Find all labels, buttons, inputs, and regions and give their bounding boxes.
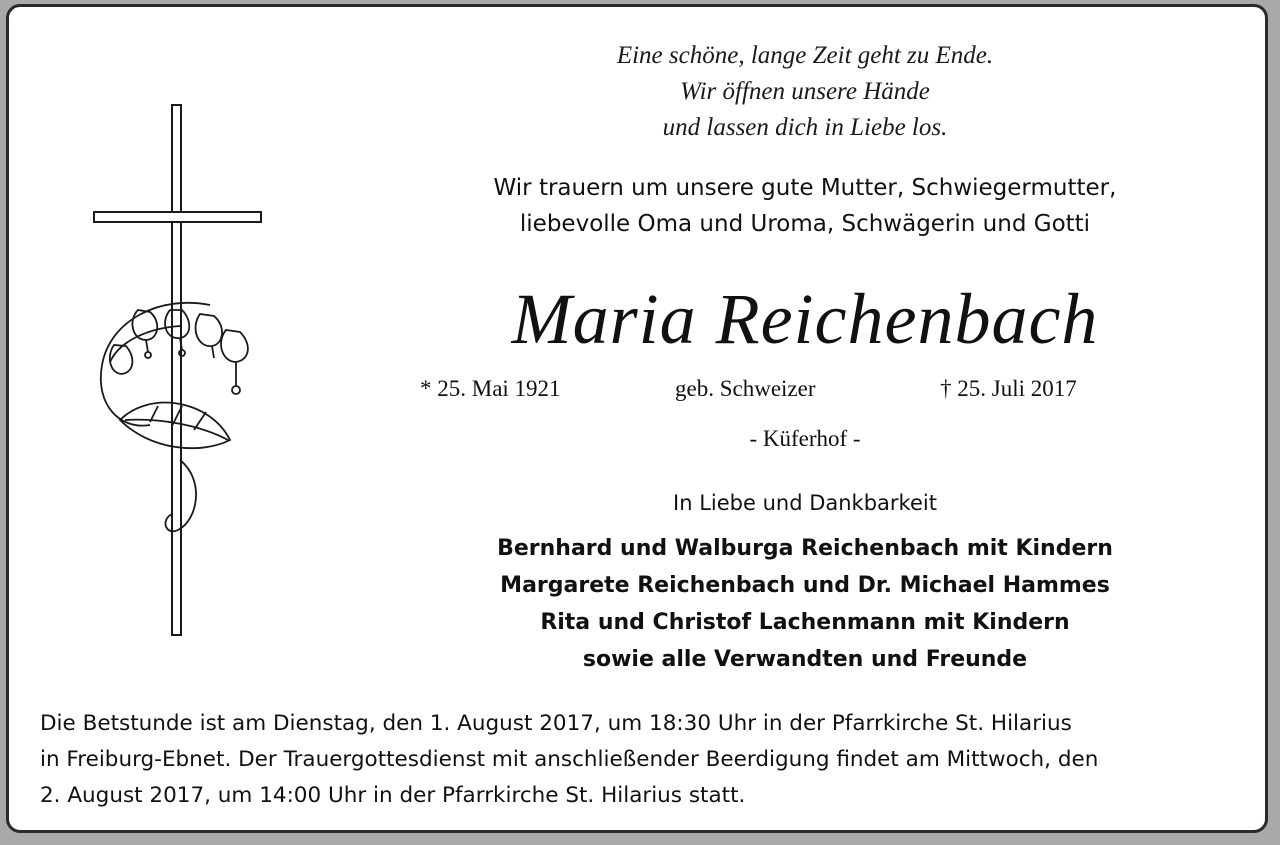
- notice-line: 2. August 2017, um 14:00 Uhr in der Pfarrkirche St. Hilarius statt.: [40, 783, 746, 808]
- motto-line: und lassen dich in Liebe los.: [662, 114, 948, 141]
- maiden-name: geb. Schweizer: [675, 376, 816, 401]
- notice-line: Die Betstunde ist am Dienstag, den 1. August 2017, um 18:30 Uhr in der Pfarrkirche St. Hilarius: [40, 711, 1072, 736]
- cross-with-flowers-icon: [80, 100, 280, 645]
- motto-line: Eine schöne, lange Zeit geht zu Ende.: [616, 42, 994, 69]
- service-notice: [40, 706, 1240, 814]
- motto: [400, 38, 1210, 146]
- mourners-heading: In Liebe und Dankbarkeit: [673, 491, 937, 515]
- motto-line: Wir öffnen unsere Hände: [680, 78, 930, 105]
- mourner-line: Rita und Christof Lachenmann mit Kindern: [540, 610, 1070, 635]
- residence: - Küferhof -: [749, 426, 861, 451]
- intro-text: [400, 170, 1210, 242]
- deceased-name: Maria Reichenbach: [511, 279, 1099, 359]
- mourner-line: Margarete Reichenbach und Dr. Michael Hammes: [500, 573, 1110, 598]
- mourners-list: [400, 530, 1210, 678]
- death-date: † 25. Juli 2017: [940, 376, 1077, 401]
- mourner-line: Bernhard und Walburga Reichenbach mit Kindern: [497, 536, 1113, 561]
- intro-line: liebevolle Oma und Uroma, Schwägerin und Gotti: [519, 211, 1091, 237]
- birth-date: * 25. Mai 1921: [420, 376, 561, 401]
- mourner-line: sowie alle Verwandten und Freunde: [582, 647, 1028, 672]
- intro-line: Wir trauern um unsere gute Mutter, Schwiegermutter,: [493, 175, 1117, 201]
- notice-line: in Freiburg-Ebnet. Der Trauergottesdienst mit anschließender Beerdigung findet am Mittwoch, den: [40, 747, 1099, 772]
